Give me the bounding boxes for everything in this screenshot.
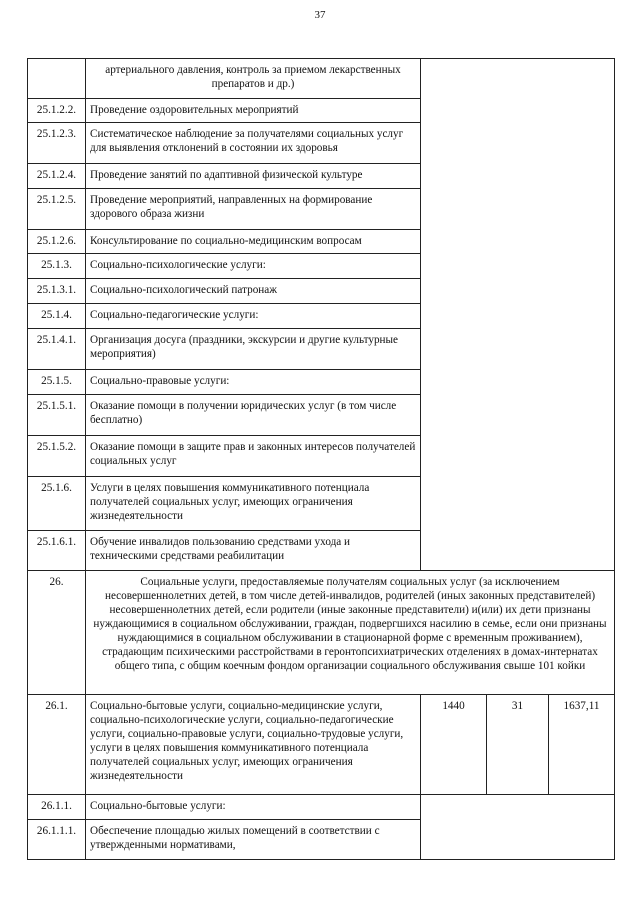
row-name: Социально-педагогические услуги:: [86, 304, 421, 329]
row-code: 25.1.2.4.: [28, 164, 86, 189]
row-code: 25.1.6.: [28, 477, 86, 531]
row-name: Обучение инвалидов пользованию средствами ухода и техническими средствами реабилитации: [86, 531, 421, 571]
row-name: Социально-бытовые услуги, социально-медицинские услуги, социально-психологические услуги, социально-педагогические услуги, социально-правовые услуги, социально-трудовые услуги, услуги в целях повышения коммуникативного потенциала получателей социальных услуг, имеющих ограничения жизнедеятельности: [86, 695, 421, 795]
row-code: 25.1.5.: [28, 370, 86, 395]
row-code: 25.1.5.2.: [28, 436, 86, 477]
value-1: 1440: [421, 695, 487, 795]
empty-values-cell: [421, 795, 615, 860]
row-code: 25.1.3.1.: [28, 279, 86, 304]
row-name: Систематическое наблюдение за получателями социальных услуг для выявления отклонений в состоянии их здоровья: [86, 123, 421, 164]
row-code: 26.1.: [28, 695, 86, 795]
row-code: 25.1.2.6.: [28, 230, 86, 254]
row-code: 25.1.2.3.: [28, 123, 86, 164]
table-row-26-1: [28, 695, 615, 795]
row-code: 25.1.4.1.: [28, 329, 86, 370]
value-3: 1637,11: [549, 695, 615, 795]
value-2: 31: [487, 695, 549, 795]
row-code: 25.1.2.2.: [28, 99, 86, 123]
row-name: Оказание помощи в защите прав и законных интересов получателей социальных услуг: [86, 436, 421, 477]
row-name: артериального давления, контроль за приемом лекарственных препаратов и др.): [86, 59, 421, 99]
row-code: 25.1.4.: [28, 304, 86, 329]
empty-values-cell: [421, 59, 615, 571]
row-name: Оказание помощи в получении юридических услуг (в том числе бесплатно): [86, 395, 421, 436]
row-name: Социально-бытовые услуги:: [86, 795, 421, 820]
section-26-row: [28, 571, 615, 695]
row-name: Консультирование по социально-медицинским вопросам: [86, 230, 421, 254]
table-row: [28, 59, 615, 99]
row-code: 26.1.1.1.: [28, 820, 86, 860]
row-code: 26.: [28, 571, 86, 695]
row-code: 25.1.2.5.: [28, 189, 86, 230]
row-code: 25.1.3.: [28, 254, 86, 279]
section-26-text: Социальные услуги, предоставляемые получателям социальных услуг (за исключением несовершеннолетних детей, в том числе детей-инвалидов, родителей (иных законных представителей) несовершеннолетних детей, если родители (иные законные представители) и(или) их дети признаны нуждающимися в социальном обслуживании, граждан, подвергшихся насилию в семье, если они признаны нуждающимися в социальном обслуживании в стационарной форме с временным проживанием), страдающим психическими расстройствами в геронтопсихиатрических отделениях в домах-интернатах общего типа, с общим коечным фондом организации социального обслуживания свыше 101 койки: [86, 571, 615, 695]
row-name: Проведение мероприятий, направленных на формирование здорового образа жизни: [86, 189, 421, 230]
row-code: [28, 59, 86, 99]
row-name: Социально-правовые услуги:: [86, 370, 421, 395]
row-code: 25.1.6.1.: [28, 531, 86, 571]
row-name: Проведение оздоровительных мероприятий: [86, 99, 421, 123]
row-name: Услуги в целях повышения коммуникативного потенциала получателей социальных услуг, имеющих ограничения жизнедеятельности: [86, 477, 421, 531]
row-name: Обеспечение площадью жилых помещений в соответствии с утвержденными нормативами,: [86, 820, 421, 860]
row-name: Проведение занятий по адаптивной физической культуре: [86, 164, 421, 189]
row-name: Социально-психологические услуги:: [86, 254, 421, 279]
row-code: 26.1.1.: [28, 795, 86, 820]
row-code: 25.1.5.1.: [28, 395, 86, 436]
row-name: Организация досуга (праздники, экскурсии и другие культурные мероприятия): [86, 329, 421, 370]
page-number: 37: [314, 9, 326, 21]
services-table: [27, 58, 615, 860]
row-name: Социально-психологический патронаж: [86, 279, 421, 304]
table-row: [28, 795, 615, 820]
